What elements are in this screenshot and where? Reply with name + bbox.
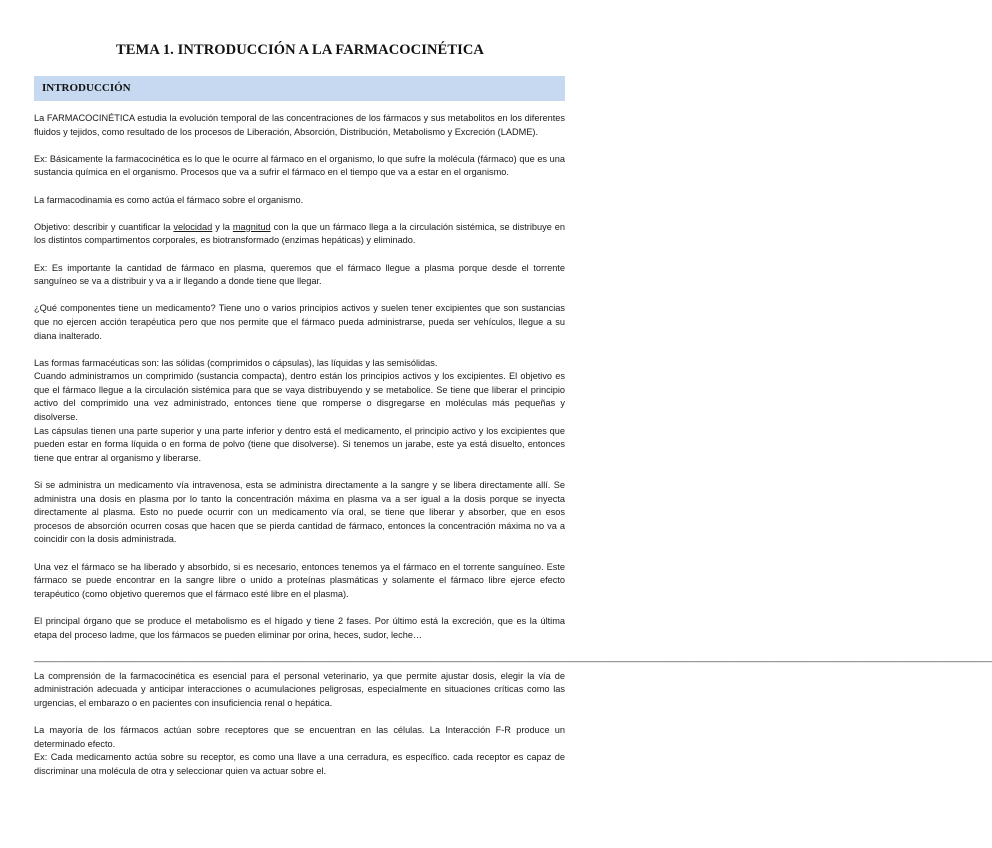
objetivo-text-c: con la que un fármaco llega a la circulación sistémica, se distribuye en los distintos compartimentos corporales, es biotransformado (enzimas hepáticas) y eliminado. bbox=[34, 221, 566, 246]
paragraph-receptores: La mayoría de los fármacos actúan sobre receptores que se encuentran en las células. La Interacción F-R produce un determinado efecto. bbox=[34, 725, 565, 749]
objetivo-text-b: y la bbox=[212, 221, 233, 232]
paragraph-capsulas: Las cápsulas tienen una parte superior y una parte inferior y dentro está el medicamento, el principio activo y los excipientes que pueden estar en forma líquida o en forma de polvo (tiene que disolverse). Si tenemos un jarabe, este ya está disuelto, entonces tiene que entrar al organismo y liberarse. bbox=[34, 425, 565, 463]
paragraph-veterinario: La comprensión de la farmacocinética es esencial para el personal veterinario, ya que permite ajustar dosis, elegir la vía de administración adecuada y anticipar interacciones o acumulaciones peligrosas, especialmente en situaciones críticas como las urgencias, el embarazo o en pacientes con insuficiencia renal o hepática. bbox=[34, 670, 565, 708]
paragraph-objetivo bbox=[34, 221, 565, 248]
document-body bbox=[34, 112, 992, 779]
section-heading: INTRODUCCIÓN bbox=[34, 76, 565, 101]
paragraph-formas: Las formas farmacéuticas son: las sólidas (comprimidos o cápsulas), las líquidas y las semisólidas. bbox=[34, 357, 438, 368]
underlined-magnitud: magnitud bbox=[232, 221, 271, 232]
separator-rule: —————————————————————————————————————————————————————————————————————————————————————————————————————————————————— bbox=[34, 655, 992, 666]
paragraph-definition: La FARMACOCINÉTICA estudia la evolución temporal de las concentraciones de los fármacos y sus metabolitos en los diferentes fluidos y tejidos, como resultado de los procesos de Liberación, Absorción, Distribución, Metabolismo y Excreción (LADME). bbox=[34, 113, 565, 137]
paragraph-metabolismo: El principal órgano que se produce el metabolismo es el hígado y tiene 2 fases. Por último está la excreción, que es la última etapa del proceso ladme, que los fármacos se pueden eliminar por orina, heces, sudor, leche… bbox=[34, 615, 565, 640]
paragraph-example-3: Ex: Cada medicamento actúa sobre su receptor, es como una llave a una cerradura, es específico. cada receptor es capaz de discriminar una molécula de otra y seleccionar quien va actuar sobre el. bbox=[34, 752, 565, 776]
paragraph-example-2: Ex: Es importante la cantidad de fármaco en plasma, queremos que el fármaco llegue a plasma porque desde el torrente sanguíneo se va a distribuir y va a ir llegando a donde tiene que llegar. bbox=[34, 262, 565, 287]
paragraph-example-1: Ex: Básicamente la farmacocinética es lo que le ocurre al fármaco en el organismo, lo que sufre la molécula (fármaco) que es una sustancia química en el organismo. Procesos que va a sufrir el fármaco en el tiempo que va a estar en el organismo. bbox=[34, 153, 565, 178]
underlined-velocidad: velocidad bbox=[173, 221, 213, 232]
paragraph-comprimido: Cuando administramos un comprimido (sustancia compacta), dentro están los principios activos y los excipientes. El objetivo es que el fármaco llegue a la circulación sistémica para que se vaya distribuyendo y se metabolice. Se tiene que liberar el principio activo del comprimido una vez administrado, entonces tiene que romperse o disgregarse en moléculas más pequeñas y disolverse. bbox=[34, 371, 565, 423]
paragraph-intravenosa: Si se administra un medicamento vía intravenosa, esta se administra directamente a la sangre y se libera directamente allí. Se administra una dosis en plasma por lo tanto la concentración máxima en plasma va a ser igual a la dosis porque se inyecta directamente al plasma. Esto no puede ocurrir con un medicamento vía oral, se tiene que liberar y absorber, que en esos procesos de absorción ocurren cosas que hacen que se pierda cantidad de fármaco, entonces la concentración máxima no va a coincidir con la dosis administrada. bbox=[34, 480, 565, 545]
document-title: TEMA 1. INTRODUCCIÓN A LA FARMACOCINÉTICA bbox=[116, 42, 484, 58]
paragraph-componentes: ¿Qué componentes tiene un medicamento? Tiene uno o varios principios activos y suelen tener excipientes que son sustancias que no ejercen acción terapéutica pero que nos permite que el fármaco pueda administrarse, pueda ser vehículos, llegue a su diana inalterado. bbox=[34, 303, 565, 341]
paragraph-farmacodinamia: La farmacodinamia es como actúa el fármaco sobre el organismo. bbox=[34, 194, 304, 205]
paragraph-torrente: Una vez el fármaco se ha liberado y absorbido, si es necesario, entonces tenemos ya el fármaco en el torrente sanguíneo. Este fármaco se puede encontrar en la sangre libre o unido a proteínas plasmáticas y solamente el fármaco libre ejerce efecto terapéutico (como objetivo queremos que el fármaco esté libre en el plasma). bbox=[34, 561, 565, 599]
objetivo-text-a: Objetivo: describir y cuantificar la bbox=[34, 221, 174, 232]
